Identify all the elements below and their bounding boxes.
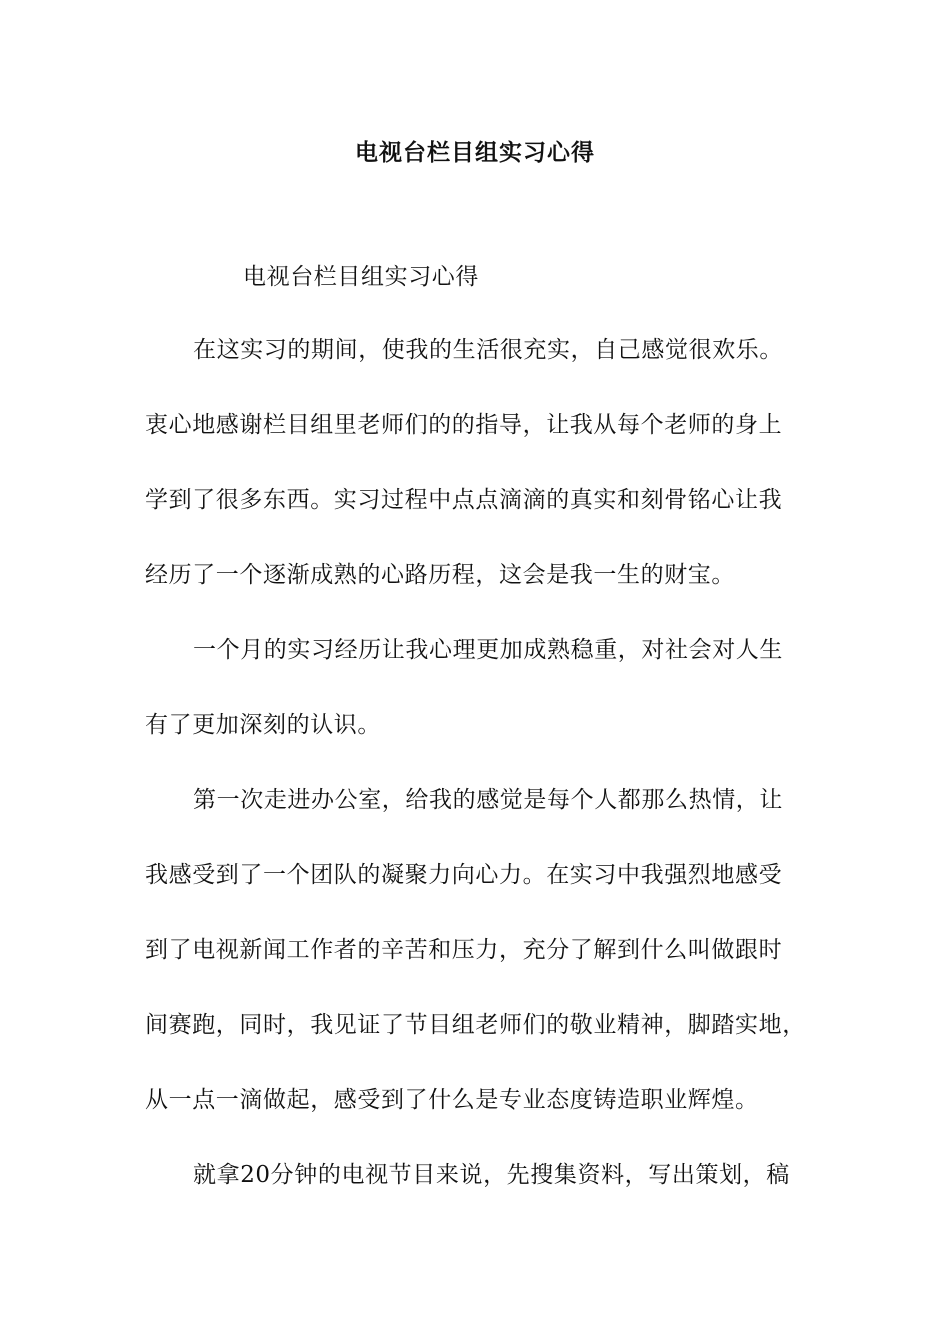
paragraph-line: 间赛跑，同时，我见证了节目组老师们的敬业精神，脚踏实地， [145, 1012, 806, 1038]
paragraph-line: 到了电视新闻工作者的辛苦和压力，充分了解到什么叫做跟时 [145, 937, 783, 963]
document-title: 电视台栏目组实习心得 [355, 139, 595, 166]
paragraph-line: 在这实习的期间，使我的生活很充实，自己感觉很欢乐。 [193, 337, 783, 363]
paragraph-line: 第一次走进办公室，给我的感觉是每个人都那么热情，让 [193, 787, 783, 813]
paragraph-line: 有了更加深刻的认识。 [145, 712, 381, 738]
paragraph-line: 衷心地感谢栏目组里老师们的的指导，让我从每个老师的身上 [145, 412, 783, 438]
paragraph-line: 一个月的实习经历让我心理更加成熟稳重，对社会对人生 [193, 637, 783, 663]
paragraph-line: 经历了一个逐渐成熟的心路历程，这会是我一生的财宝。 [145, 562, 735, 588]
paragraph-line: 学到了很多东西。实习过程中点点滴滴的真实和刻骨铭心让我 [145, 487, 783, 513]
document-subtitle: 电视台栏目组实习心得 [243, 264, 479, 290]
paragraph-line: 从一点一滴做起，感受到了什么是专业态度铸造职业辉煌。 [145, 1087, 759, 1113]
paragraph-line: 我感受到了一个团队的凝聚力向心力。在实习中我强烈地感受 [145, 862, 783, 888]
paragraph-line: 就拿20分钟的电视节目来说，先搜集资料，写出策划，稿 [193, 1162, 790, 1188]
